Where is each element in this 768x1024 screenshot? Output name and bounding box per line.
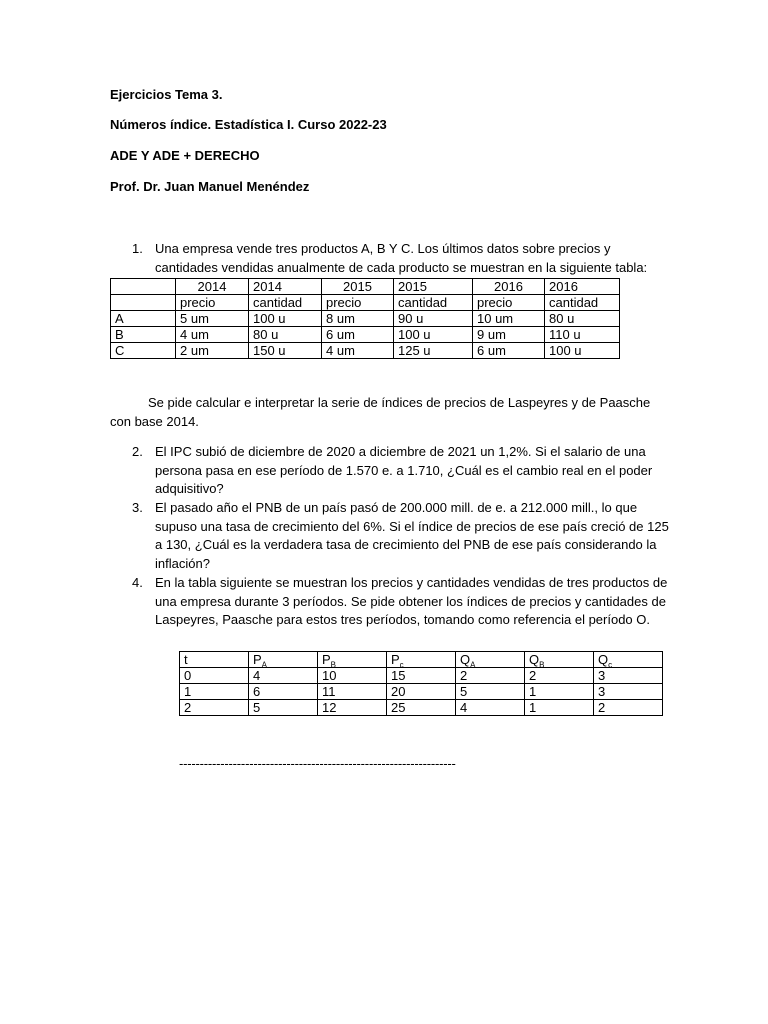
table-cell: 12: [318, 700, 387, 716]
header-subscript: c: [608, 660, 613, 670]
exercise-3: [110, 499, 670, 574]
table-cell: B: [111, 327, 176, 343]
header-symbol: P: [253, 652, 262, 667]
table-cell: 80 u: [249, 327, 322, 343]
table-header-cell: [249, 652, 318, 668]
table-cell: 2: [525, 668, 594, 684]
table-cell: 15: [387, 668, 456, 684]
table-cell: cantidad: [249, 295, 322, 311]
table-cell: 100 u: [394, 327, 473, 343]
table-cell: cantidad: [545, 295, 620, 311]
table-cell: 2: [180, 700, 249, 716]
header-subscript: B: [539, 660, 545, 670]
header-subscript: A: [261, 660, 268, 670]
table-cell: 100 u: [545, 343, 620, 359]
header-subscript: B: [330, 660, 337, 670]
table-cell: 5 um: [176, 311, 249, 327]
table-header-cell: [525, 652, 594, 668]
prices-quantities-table: [110, 278, 620, 359]
table-cell: 8 um: [322, 311, 394, 327]
exercise-1-number: 1.: [132, 241, 143, 256]
table-header-cell: [180, 652, 249, 668]
table-cell: 2: [594, 700, 663, 716]
table-subheader-row: [111, 295, 620, 311]
table-row: [111, 343, 620, 359]
table-cell: 4: [456, 700, 525, 716]
header-symbol: Q: [598, 652, 609, 667]
exercise-3-number: 3.: [132, 500, 143, 515]
table-cell: 11: [318, 684, 387, 700]
separator-line: -------------------------------------------------------------------: [179, 756, 456, 771]
table-cell: 4: [249, 668, 318, 684]
header-symbol: t: [184, 652, 188, 667]
table-cell: 2015: [322, 279, 394, 295]
header-symbol: P: [322, 652, 331, 667]
exercise-4-text: En la tabla siguiente se muestran los precios y cantidades vendidas de tres productos de una empresa durante 3 períodos. Se pide obtener los índices de precios y cantidades de Laspeyres, Paasche para estos tres períodos, tomando como referencia el período O.: [155, 575, 668, 628]
table-header-cell: [594, 652, 663, 668]
table-header-cell: [387, 652, 456, 668]
exercise-1-instruction: Se pide calcular e interpretar la serie de índices de precios de Laspeyres y de Paasche con base 2014.: [110, 395, 651, 429]
table-header-row: [180, 652, 663, 668]
exercise-1-text: Una empresa vende tres productos A, B Y C. Los últimos datos sobre precios y cantidades vendidas anualmente de cada producto se muestran en la siguiente tabla:: [155, 241, 648, 275]
header-symbol: Q: [460, 652, 471, 667]
table-row: [111, 327, 620, 343]
table-cell: 2015: [394, 279, 473, 295]
table-cell: 1: [180, 684, 249, 700]
table-row: [180, 700, 663, 716]
table-cell: 2016: [473, 279, 545, 295]
header-professor: Prof. Dr. Juan Manuel Menéndez: [110, 179, 310, 194]
table-cell: 2 um: [176, 343, 249, 359]
table-cell: 4 um: [176, 327, 249, 343]
header-degree: ADE Y ADE + DERECHO: [110, 148, 260, 163]
table-cell: 4 um: [322, 343, 394, 359]
table-cell: 2016: [545, 279, 620, 295]
header-symbol: Q: [529, 652, 540, 667]
table-header-cell: [318, 652, 387, 668]
table-year-row: [111, 279, 620, 295]
header-symbol: P: [391, 652, 400, 667]
table-cell: 90 u: [394, 311, 473, 327]
table-cell: precio: [176, 295, 249, 311]
header-subscript: A: [470, 660, 476, 670]
table-row: [180, 668, 663, 684]
table-cell: 10 um: [473, 311, 545, 327]
periods-table: [179, 651, 663, 716]
table-cell: 5: [249, 700, 318, 716]
table-cell: A: [111, 311, 176, 327]
exercise-4: [110, 574, 670, 630]
exercise-3-text: El pasado año el PNB de un país pasó de 200.000 mill. de e. a 212.000 mill., lo que supuso una tasa de crecimiento del 6%. Si el índice de precios de ese país creció de 125 a 130, ¿Cuál es la verdadera tasa de crecimiento del PNB de ese país considerando la inflación?: [155, 500, 669, 572]
table-cell: 3: [594, 684, 663, 700]
exercise-1: [110, 240, 670, 277]
table-cell: 20: [387, 684, 456, 700]
header-course-title: Números índice. Estadística I. Curso 2022-23: [110, 117, 387, 132]
table-cell: [111, 279, 176, 295]
table-cell: 6 um: [322, 327, 394, 343]
table-cell: 6: [249, 684, 318, 700]
table-cell: 5: [456, 684, 525, 700]
table-cell: precio: [473, 295, 545, 311]
table-cell: 6 um: [473, 343, 545, 359]
header-subscript: c: [399, 660, 404, 670]
table-cell: 125 u: [394, 343, 473, 359]
table-cell: 9 um: [473, 327, 545, 343]
table-cell: 100 u: [249, 311, 322, 327]
exercise-2-text: El IPC subió de diciembre de 2020 a diciembre de 2021 un 1,2%. Si el salario de una persona pasa en ese período de 1.570 e. a 1.710, ¿Cuál es el cambio real en el poder adquisitivo?: [155, 444, 653, 497]
exercise-2-number: 2.: [132, 444, 143, 459]
table-cell: cantidad: [394, 295, 473, 311]
table-cell: 150 u: [249, 343, 322, 359]
table-cell: 2014: [176, 279, 249, 295]
table-cell: 2014: [249, 279, 322, 295]
table-cell: 25: [387, 700, 456, 716]
table-cell: 0: [180, 668, 249, 684]
table-header-cell: [456, 652, 525, 668]
table-cell: 3: [594, 668, 663, 684]
table-cell: precio: [322, 295, 394, 311]
table-cell: 10: [318, 668, 387, 684]
table-cell: 2: [456, 668, 525, 684]
table-row: [111, 311, 620, 327]
exercise-2: [110, 443, 670, 499]
table-cell: 80 u: [545, 311, 620, 327]
table-cell: 1: [525, 684, 594, 700]
table-cell: C: [111, 343, 176, 359]
table-cell: 1: [525, 700, 594, 716]
header-exercises-title: Ejercicios Tema 3.: [110, 87, 223, 102]
table-cell: 110 u: [545, 327, 620, 343]
table-row: [180, 684, 663, 700]
exercise-4-number: 4.: [132, 575, 143, 590]
table-cell: [111, 295, 176, 311]
